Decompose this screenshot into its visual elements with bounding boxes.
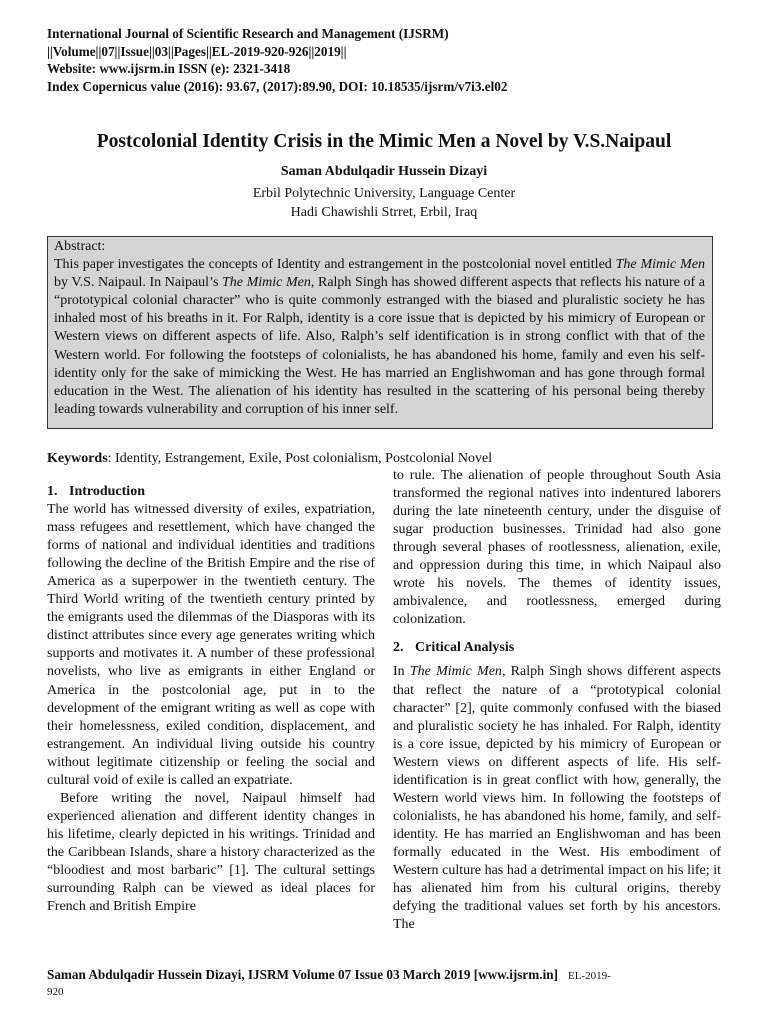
analysis-paragraph xyxy=(393,663,721,934)
affiliation-line-1: Erbil Polytechnic University, Language Center xyxy=(252,186,516,201)
section-title: Critical Analysis xyxy=(415,640,515,656)
abstract-text-part: This paper investigates the concepts of Identity and estrangement in the postcolonial novel entitled xyxy=(54,257,616,273)
analysis-text-part: , Ralph Singh shows different aspects that reflect the nature of a “prototypical colonial character” [2], quite commonly confused with the biased and pluralistic society he has inhaled. For Ralph, identity is a core issue, depicted by his mimicry of European or Western views on different aspects of life. His self-identification is in great conflict with how, generally, the Western world views him. In following the footsteps of colonialists, he has abandoned his home, family, and self-identity. He has married an Englishwoman and has been formally educated in the West. His embodiment of Western culture has had a detrimental impact on his life; it has alienated him from his cultural origins, thereby defying the traditional values set forth by his ancestors. The xyxy=(393,664,721,933)
left-column xyxy=(47,483,375,916)
volume-info: ||Volume||07||Issue||03||Pages||EL-2019-920-926||2019|| xyxy=(47,43,347,59)
author-name: Saman Abdulqadir Hussein Dizayi xyxy=(280,164,488,179)
journal-header xyxy=(47,25,727,95)
section-heading-introduction xyxy=(47,483,375,501)
footer-citation: Saman Abdulqadir Hussein Dizayi, IJSRM Volume 07 Issue 03 March 2019 [www.ijsrm.in] xyxy=(47,967,558,982)
keywords-list: : Identity, Estrangement, Exile, Post colonialism, Postcolonial Novel xyxy=(107,451,493,466)
section-heading-critical-analysis xyxy=(393,639,721,657)
affiliation xyxy=(0,184,768,222)
section-number: 1. xyxy=(47,484,58,499)
intro-paragraph-2-continued: to rule. The alienation of people throughout South Asia transformed the regional natives into indentured laborers during the late nineteenth century, under the disguise of sugar production businesses. Trinidad had also gone through several phases of rootlessness, alienation, exile, and oppression during this time, in which Naipaul also wrote his novels. The themes of identity issues, ambivalence, and rootlessness, emerged during colonization. xyxy=(393,468,721,628)
section-title: Introduction xyxy=(69,484,145,499)
journal-name: International Journal of Scientific Research and Management (IJSRM) xyxy=(47,26,449,41)
section-number: 2. xyxy=(393,640,404,656)
right-column xyxy=(393,467,721,934)
abstract-label: Abstract: xyxy=(54,239,106,254)
abstract-text-part: , Ralph Singh has showed different aspects that reflects his nature of a “prototypical colonial character” who is quite commonly estranged with the biased and pluralistic society he has inhaled most of his breaths in it. For Ralph, identity is a core issue that is depicted by his mimicry of European or Western views on different aspects of life. Also, Ralph’s self identification is in strong conflict with that of the Western world. For following the footsteps of colonialists, he has abandoned his home, family and even his self-identity only for the sake of mimicking the West. He has married an Englishwoman and has gone through formal education in the West. The alienation of his identity has resulted in the scattering of his personal being thereby leading towards vulnerability and corruption of his inner self. xyxy=(54,275,705,417)
analysis-text-part: In xyxy=(393,664,410,680)
intro-paragraph-1: The world has witnessed diversity of exiles, expatriation, mass refugees and resettlement, which have changed the forms of national and individual identities and traditions following the decline of the British Empire and the rise of America as a superpower in the twentieth century. The Third World writing of the twentieth century printed by the emigrants used the dilemmas of the Diasporas with its distinct attributes since every age generates writing which supports and motivates it. A number of these professional novelists, who live as emigrants in either England or America in the postcolonial age, put in to the development of the emigrant writing as well as cope with their homelessness, exiled condition, displacement, and estrangement. An individual living outside his country without legitimate citizenship or feeling the social and cultural void of exile is called an expatriate. xyxy=(47,502,375,788)
book-title: The Mimic Men xyxy=(222,275,311,291)
index-doi: Index Copernicus value (2016): 93.67, (2017):89.90, DOI: 10.18535/ijsrm/v7i3.el02 xyxy=(47,78,508,94)
paper-title: Postcolonial Identity Crisis in the Mimic Men a Novel by V.S.Naipaul xyxy=(96,131,672,152)
page-number-continued: 920 xyxy=(47,986,64,998)
page-number: EL-2019- xyxy=(567,970,611,982)
book-title: The Mimic Men xyxy=(615,257,705,273)
abstract-text-part: by V.S. Naipaul. In Naipaul’s xyxy=(54,275,223,291)
keywords-label: Keywords xyxy=(47,451,108,466)
page-footer xyxy=(47,966,727,999)
keywords xyxy=(47,450,587,468)
book-title: The Mimic Men xyxy=(409,664,502,680)
intro-paragraph-2: Before writing the novel, Naipaul himself had experienced alienation and different identity changes in his lifetime, clearly depicted in his writings. Trinidad and the Caribbean Islands, share a history characterized as the “bloodiest and most barbaric” [1]. The cultural settings surrounding Ralph can be viewed as ideal places for French and British Empire xyxy=(47,790,375,915)
website-issn: Website: www.ijsrm.in ISSN (e): 2321-3418 xyxy=(47,61,291,77)
affiliation-line-2: Hadi Chawishli Strret, Erbil, Iraq xyxy=(290,205,478,220)
abstract-box xyxy=(47,236,713,429)
abstract-text xyxy=(54,256,705,419)
